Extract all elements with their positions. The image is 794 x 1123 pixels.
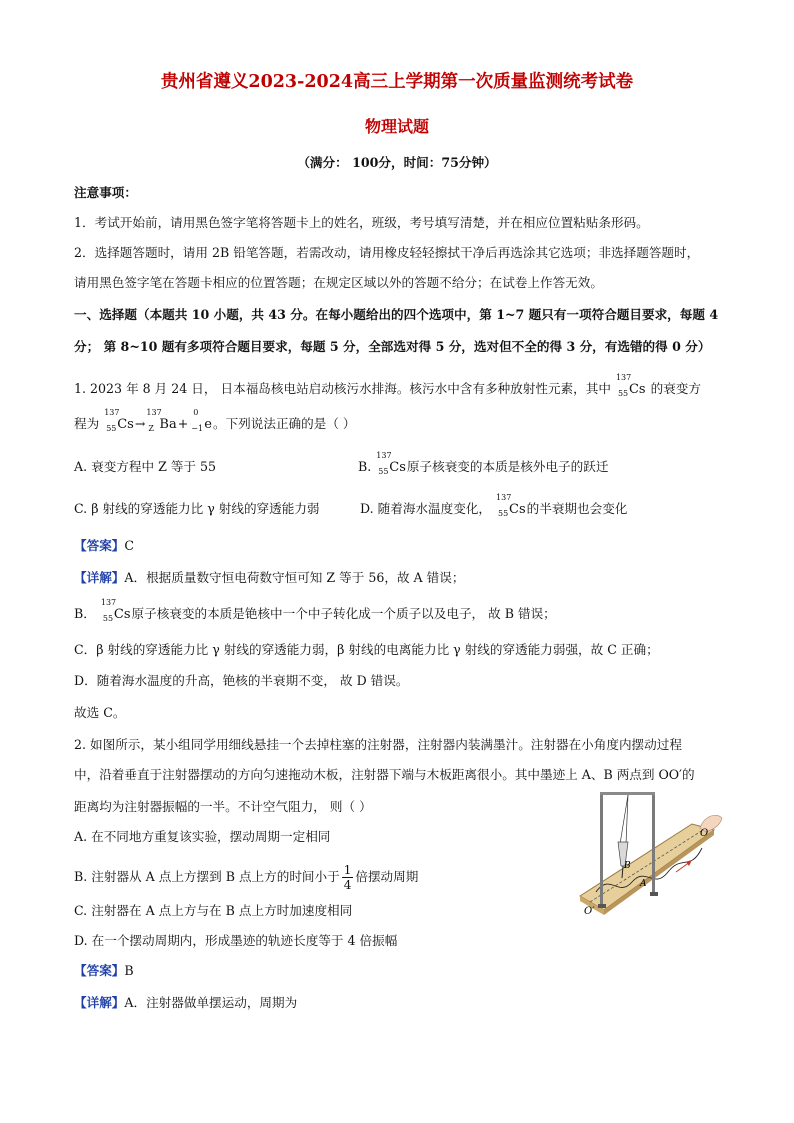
eq-arrow: → [134, 416, 146, 431]
eq-ba-charge: Z [148, 424, 154, 433]
eq-cs-mass: 137 [104, 408, 120, 417]
optb-cs-mass: 137 [376, 451, 392, 460]
subject-title: 物理试题 [364, 117, 429, 136]
q1-stem-line-1 [74, 373, 701, 399]
q1-stem-text-c: 程为 [74, 416, 100, 431]
q1-option-d-nuclide [496, 493, 526, 519]
eq-ba-mass: 137 [146, 408, 162, 417]
q2-option-a: A. 在不同地方重复该实验，摆动周期一定相同 [74, 829, 331, 844]
quarter-fraction [342, 863, 354, 892]
detailb-cs-symbol: Cs [113, 607, 131, 622]
eq-ba-nuclide [146, 408, 177, 434]
section-heading-line-1: 一、选择题（本题共 10 小题，共 43 分。在每小题给出的四个选项中，第 1~7 题只有一项符合题目要求，每题 4 [74, 307, 719, 322]
section-heading-line-2: 分； 第 8~10 题有多项符合题目要求，每题 5 分，全部选对得 5 分，选对但不全的得 3 分，有选错的得 0 分） [74, 339, 711, 354]
eq-ba-symbol: Ba [159, 417, 177, 432]
cs-symbol: Cs [628, 382, 646, 397]
q2-option-b-suffix: 倍摆动周期 [355, 869, 419, 884]
answer-label: 【答案】 [74, 963, 125, 978]
optd-cs-charge: 55 [498, 509, 509, 518]
q2-detail-a [74, 994, 297, 1012]
q2-stem-line-3: 距离均为注射器振幅的一半。不计空气阻力， 则（ ） [74, 799, 372, 814]
answer-value: B [124, 963, 134, 978]
detail-b-label: B． [74, 606, 96, 621]
q1-option-b-nuclide [376, 451, 406, 477]
cs-mass: 137 [615, 373, 632, 382]
q1-stem-text-b: 的衰变方 [650, 381, 701, 396]
q1-option-c: C. β 射线的穿透能力比 γ 射线的穿透能力弱 [74, 501, 320, 516]
label-o: O [700, 828, 709, 839]
answer-label: 【答案】 [74, 538, 125, 553]
optd-cs-symbol: Cs [509, 502, 526, 517]
detailb-cs-mass: 137 [100, 598, 117, 607]
answer-value: C [124, 538, 135, 553]
q1-option-a: A. 衰变方程中 Z 等于 55 [74, 459, 217, 474]
detail-a-text: A．根据质量数守恒电荷数守恒可知 Z 等于 56，故 A 错误； [124, 570, 465, 585]
detail-b-nuclide [100, 598, 131, 624]
optb-cs-symbol: Cs [389, 460, 406, 475]
eq-cs-charge: 55 [106, 424, 117, 433]
pendulum-figure [574, 786, 724, 922]
q1-option-d [360, 493, 628, 519]
optd-cs-mass: 137 [496, 493, 512, 502]
cs-charge: 55 [617, 389, 629, 398]
eq-plus: + [177, 416, 189, 431]
eq-cs-symbol: Cs [117, 417, 134, 432]
exam-meta: （满分： 100分，时间：75分钟） [297, 155, 497, 170]
fraction-numerator: 1 [343, 863, 352, 877]
q2-stem-line-1: 2. 如图所示，某小组同学用细线悬挂一个去掉柱塞的注射器，注射器内装满墨汁。注射器在小角度内摆动过程 [74, 737, 682, 752]
detail-label: 【详解】 [74, 995, 125, 1010]
q2-option-b [74, 863, 418, 892]
detail-b-text: 原子核衰变的本质是铯核中一个中子转化成一个质子以及电子， 故 B 错误； [131, 606, 556, 621]
q2-option-b-text: B. 注射器从 A 点上方摆到 B 点上方的时间小于 [74, 869, 340, 884]
notice-heading: 注意事项： [74, 185, 137, 200]
eq-electron [189, 408, 212, 434]
q1-option-b [358, 451, 609, 477]
cs-nuclide [615, 373, 646, 399]
q1-stem-text-d: 下列说法正确的是（ ） [225, 416, 356, 431]
notice-item-2-line-1: 2．选择题答题时，请用 2B 铅笔答题，若需改动，请用橡皮轻轻擦拭干净后再选涂其它选项；非选择题答题时， [74, 245, 700, 260]
q1-option-d-label: D. 随着海水温度变化， [360, 501, 491, 516]
detailb-cs-charge: 55 [102, 614, 114, 623]
q2-option-c: C. 注射器在 A 点上方与在 B 点上方时加速度相同 [74, 903, 353, 918]
eq-e-mass: 0 [193, 408, 199, 417]
fraction-denominator: 4 [343, 878, 352, 892]
q1-conclusion: 故选 C。 [74, 705, 126, 720]
q1-detail-a [74, 569, 464, 587]
exam-title: 贵州省遵义2023-2024高三上学期第一次质量监测统考试卷 [160, 72, 634, 92]
q2-answer [74, 962, 134, 980]
q1-stem-text-a: 1. 2023 年 8 月 24 日， 日本福岛核电站启动核污水排海。核污水中含有多种放射性元素，其中 [74, 381, 611, 396]
q1-option-d-text: 的半衰期也会变化 [526, 501, 628, 516]
q1-detail-b [74, 598, 556, 624]
notice-item-2-line-2: 请用黑色签字笔在答题卡相应的位置答题；在规定区域以外的答题不给分；在试卷上作答无效。 [74, 275, 603, 290]
label-a: A [640, 879, 647, 889]
q1-detail-c: C．β 射线的穿透能力比 γ 射线的穿透能力弱，β 射线的电离能力比 γ 射线的穿透能力弱强，故 C 正确； [74, 642, 659, 657]
label-o-prime: O′ [584, 906, 595, 917]
q1-detail-d: D．随着海水温度的升高，铯核的半衰期不变， 故 D 错误。 [74, 673, 409, 688]
eq-period: 。 [212, 416, 226, 431]
q1-option-b-label: B. [358, 459, 372, 474]
detail-a-text: A．注射器做单摆运动，周期为 [124, 995, 298, 1010]
q1-answer [74, 537, 134, 555]
detail-label: 【详解】 [74, 570, 125, 585]
label-b: B [624, 861, 631, 871]
notice-item-1: 1．考试开始前，请用黑色签字笔将答题卡上的姓名，班级，考号填写清楚，并在相应位置粘贴条形码。 [74, 215, 649, 230]
q1-stem-line-2 [74, 408, 356, 434]
eq-e-symbol: e [204, 417, 212, 432]
optb-cs-charge: 55 [378, 467, 389, 476]
eq-cs-nuclide [104, 408, 134, 434]
q2-option-d: D. 在一个摆动周期内，形成墨迹的轨迹长度等于 4 倍振幅 [74, 933, 398, 948]
q1-option-b-text: 原子核衰变的本质是核外电子的跃迁 [406, 459, 609, 474]
eq-e-charge: −1 [191, 424, 204, 433]
q2-stem-line-2: 中，沿着垂直于注射器摆动的方向匀速拖动木板，注射器下端与木板距离很小。其中墨迹上 A、B 两点到 OO′的 [74, 767, 695, 782]
